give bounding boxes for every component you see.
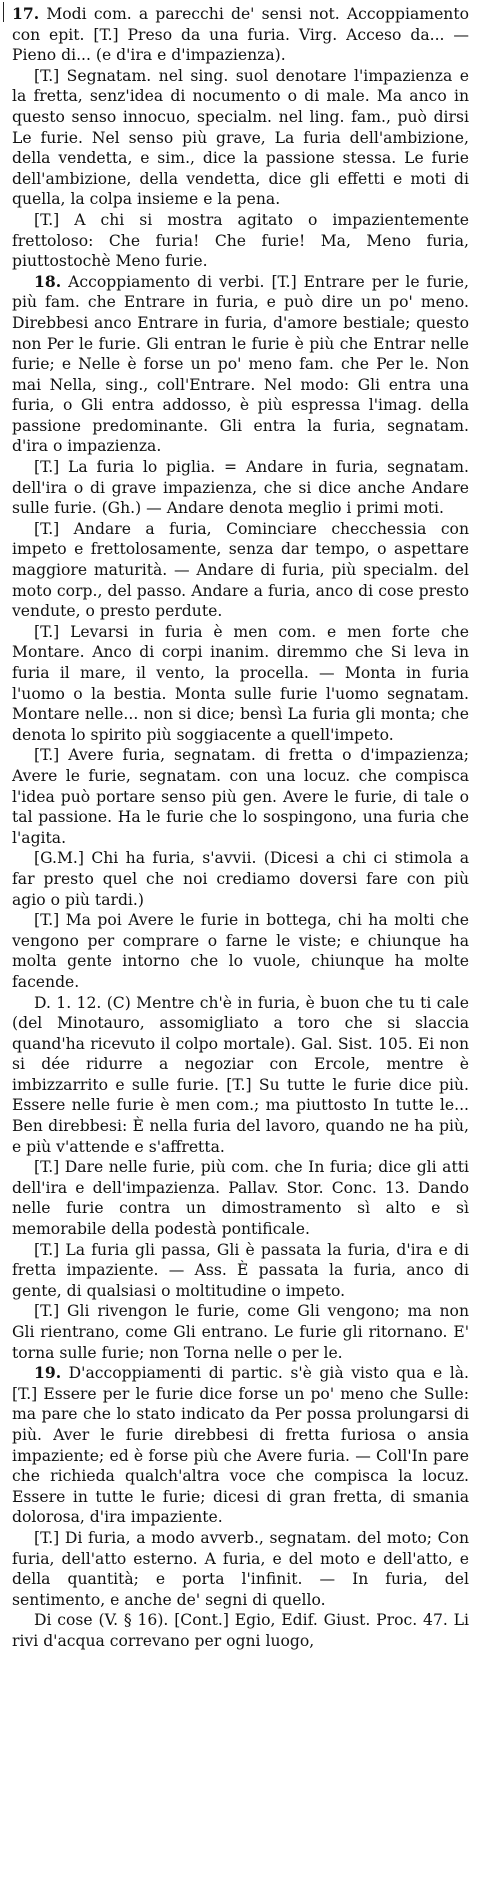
paragraph — [12, 993, 469, 1158]
paragraph-text: [T.] Ma poi Avere le furie in bottega, chi ha molti che vengono per comprare o farne le viste; e chiunque ha molta gente intorno che lo vuole, chiunque ha molte facende. — [12, 911, 469, 991]
paragraph-sense-19 — [12, 1363, 469, 1528]
paragraph-sense-18 — [12, 272, 469, 457]
paragraph-text: [T.] La furia lo piglia. = Andare in furia, segnatam. dell'ira o di grave impazienza, che si dice anche Andare sulle furie. (Gh.) — Andare denota meglio i primi moti. — [12, 458, 469, 518]
paragraph-text: [T.] Dare nelle furie, più com. che In furia; dice gli atti dell'ira e dell'impazienza. Pallav. Stor. Conc. 13. Dando nelle furie contra un dimostramento sì alto e sì memorabile della podestà pontificale. — [12, 1158, 469, 1239]
paragraph — [12, 457, 469, 519]
margin-rule — [3, 2, 4, 22]
paragraph-text: [T.] Di furia, a modo avverb., segnatam. del moto; Con furia, dell'atto esterno. A furia, e del moto e dell'atto, e della quantità; e porta l'infinit. — In furia, del sentimento, e anche de' segni di quello. — [12, 1528, 469, 1609]
paragraph-text: [G.M.] Chi ha furia, s'avvii. (Dicesi a chi ci stimola a far presto quel che noi crediamo doversi fare con più agio o più tardi.) — [12, 849, 469, 909]
paragraph — [12, 519, 469, 622]
paragraph — [12, 66, 469, 210]
paragraph-text: [T.] Segnatam. nel sing. suol denotare l'impazienza e la fretta, senz'idea di nocumento o di male. Ma anco in questo senso innocuo, specialm. nel ling. fam., può dirsi Le furie. Nel senso più grave, La furia dell'ambizione, della vendetta, e sim., dice la passione stessa. Le furie dell'ambizione, della vendetta, dice gli effetti e moti di quella, la colpa insieme e la pena. — [12, 66, 469, 209]
paragraph-text: D. 1. 12. (C) Mentre ch'è in furia, è buon che tu ti cale (del Minotauro, assomigliato a toro che si slaccia quand'ha ricevuto il colpo mortale). Gal. Sist. 105. Ei non si dée ridurre a negoziar con Ercole, mentre è imbizzarrito e sulle furie. [T.] Su tutte le furie dice più. Essere nelle furie è men com.; ma piuttosto In tutte le... Ben direbbesi: È nella furia del lavoro, quando ne ha più, e più v'attende e s'affretta. — [12, 993, 469, 1156]
paragraph-text: [T.] Avere furia, segnatam. di fretta o d'impazienza; Avere le furie, segnatam. con una locuz. che compisca l'idea può portare senso più gen. Avere le furie, di tale o tal passione. Ha le furie che lo sospingono, una furia che l'agita. — [12, 746, 469, 847]
paragraph — [12, 1301, 469, 1363]
paragraph-text: [T.] Levarsi in furia è men com. e men forte che Montare. Anco di corpi inanim. diremmo che Si leva in furia il mare, il vento, la procella. — Monta in furia l'uomo o la bestia. Monta sulle furie l'uomo segnatam. Montare nelle... non si dice; bensì La furia gli monta; che denota lo spirito più soggiacente a quell'impeto. — [12, 622, 469, 744]
paragraph-text: [T.] Andare a furia, Cominciare checchessia con impeto e frettolosamente, senza dar tempo, o aspettare maggiore maturità. — Andare di furia, più specialm. del moto corp., del passo. Andare a furia, anco di cose presto vendute, o presto perdute. — [12, 519, 469, 621]
paragraph-text: [T.] Gli rivengon le furie, come Gli vengono; ma non Gli rientrano, come Gli entrano. Le furie gli ritornano. E' torna sulle furie; non Torna nelle o per le. — [12, 1302, 469, 1362]
paragraph — [12, 745, 469, 848]
paragraph — [12, 210, 469, 272]
sense-number: 17. — [12, 4, 40, 23]
paragraph — [12, 1240, 469, 1302]
paragraph — [12, 1610, 469, 1651]
paragraph-text: Modi com. a parecchi de' sensi not. Accoppiamento con epit. [T.] Preso da una furia. Virg. Acceso da... — Pieno di... (e d'ira e d'impazienza). — [12, 5, 469, 65]
paragraph-text: [T.] A chi si mostra agitato o impazientemente frettoloso: Che furia! Che furie! Ma, Meno furia, piuttostochè Meno furie. — [12, 210, 469, 271]
paragraph-text: [T.] La furia gli passa, Gli è passata la furia, d'ira e di fretta impaziente. — Ass. È passata la furia, anco di gente, di qualsiasi o moltitudine o impeto. — [12, 1240, 469, 1300]
paragraph-sense-17 — [12, 4, 469, 66]
sense-number: 19. — [34, 1363, 62, 1383]
sense-number: 18. — [34, 271, 62, 291]
paragraph — [12, 910, 469, 992]
paragraph-text: Di cose (V. § 16). [Cont.] Egio, Edif. Giust. Proc. 47. Li rivi d'acqua correvano per ogni luogo, — [12, 1611, 469, 1650]
paragraph — [12, 1528, 469, 1610]
paragraph — [12, 1157, 469, 1239]
paragraph-text: D'accoppiamenti di partic. s'è già visto qua e là. [T.] Essere per le furie dice forse un po' meno che Sulle: ma pare che lo stato indicato da Per possa prolungarsi di più. Aver le furie direbbesi di fretta furiosa o ansia impaziente; ed è forse più che Avere furia. — Coll'In pare che richieda qualch'altra voce che compisca la locuz. Essere in tutte le furie; dicesi di gran fretta, di smania dolorosa, d'ira impaziente. — [12, 1364, 469, 1527]
paragraph-text: Accoppiamento di verbi. [T.] Entrare per le furie, più fam. che Entrare in furia, e può dire un po' meno. Direbbesi anco Entrare in furia, d'amore bestiale; questo non Per le furie. Gli entran le furie è più che Entrar nelle furie; e Nelle è forse un po' meno fam. che Per le. Non mai Nella, sing., coll'Entrare. Nel modo: Gli entra una furia, o Gli entra addosso, è più espressa l'imag. della passione predominante. Gli entra la furia, segnatam. d'ira o impazienza. — [12, 272, 469, 456]
paragraph — [12, 622, 469, 746]
paragraph — [12, 848, 469, 910]
